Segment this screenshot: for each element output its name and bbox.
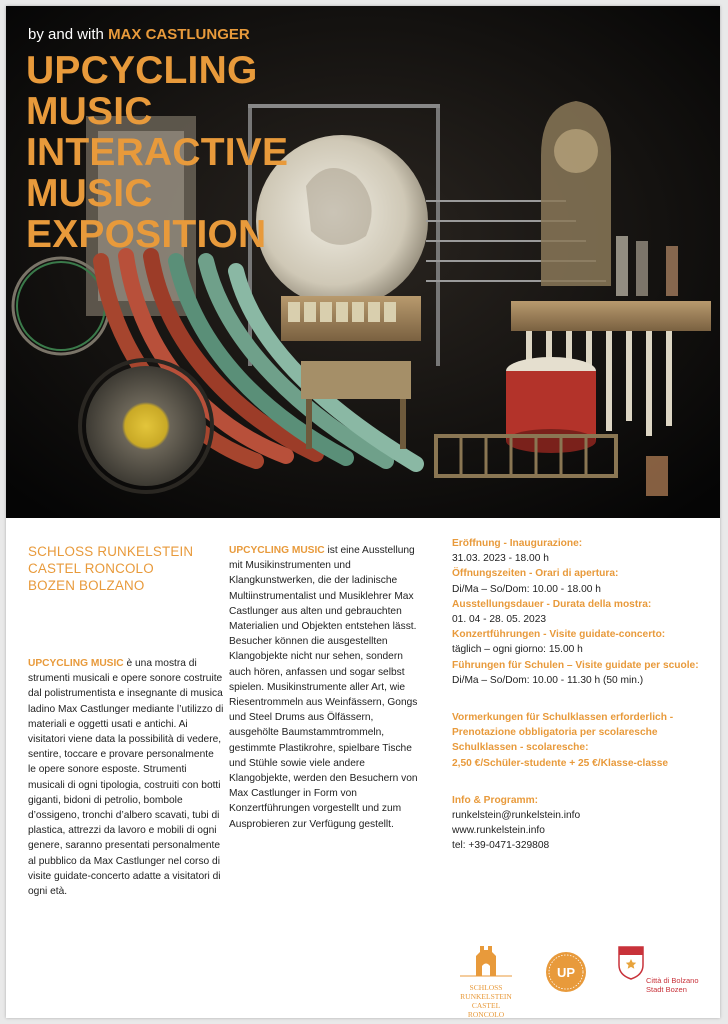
italian-body: è una mostra di strumenti musicali e opere sonore costruite dal polistrumentista e insegnante di musica ladino Max Castlunger mediante l’utilizzo di materiali e oggetti usati e antichi. Ai visitatori viene data la possibilità di vedere, sentire, toccare e provare personalmente le opere sonore esposte. Strumenti musicali di ogni tipologia, costruiti con botti giganti, bidoni di petrolio, bombole d’ossigeno, tronchi d’albero scavati, tubi di plastica, attrezzi da lavoro e mobili di ogni genere, saranno presentati personalmente al pubblico da Max Castlunger nel corso di visite guidate-concerto adatte a visitatori di ogni età. — [28, 658, 224, 898]
up-mark-text: UP — [556, 965, 576, 980]
booking-block — [452, 710, 712, 771]
german-description — [229, 543, 425, 832]
title-line: UPCYCLING — [26, 49, 258, 92]
schedule-value: täglich – ogni giorno: 15.00 h — [452, 644, 583, 656]
german-body: ist eine Ausstellung mit Musikinstrumenten und Klangkunstwerken, die der ladinische Multiinstrumentalist und Musiklehrer Max Castlunger aus alten und gebrauchten Materialien und Objekten entstehen lässt. Besucher können die ausgestellten Klangobjekte nicht nur sehen, sondern auch hören, anfassen und sogar selbst spielen. Musikinstrumente aller Art, wie Riesentrommeln aus Weinfässern, Gongs und Steel Drums aus Ölfässern, ausgehölte Baumstammtrommeln, gestimmte Plastikrohre, spielbare Tische und Stühle sowie viele andere Klangobjekte, werden den Besuchern von Max Castlunger in Form von Konzertführungen vorgestellt und zum Ausprobieren zur Verfügung gestellt. — [229, 545, 418, 830]
city-logo-text — [646, 976, 699, 994]
schedule-value: Di/Ma – So/Dom: 10.00 - 18.00 h — [452, 583, 601, 595]
contact-block — [452, 793, 712, 854]
schedule-heading: Konzertführungen - Visite guidate-concerto: — [452, 629, 666, 641]
booking-line: 2,50 €/Schüler-studente + 25 €/Klasse-classe — [452, 757, 669, 769]
italian-column — [28, 543, 224, 899]
contact-heading: Info & Programm: — [452, 794, 539, 806]
schedule-heading: Führungen für Schulen – Visite guidate per scuole: — [452, 659, 699, 671]
contact-website-link[interactable]: www.runkelstein.info — [452, 825, 545, 837]
castle-icon — [454, 942, 518, 978]
organizer-line: SCHLOSS RUNKELSTEIN — [28, 544, 194, 559]
castle-logo-line: SCHLOSS RUNKELSTEIN — [460, 983, 512, 1001]
schedule-value: 31.03. 2023 - 18.00 h — [452, 553, 549, 565]
title-line: INTERACTIVE — [26, 131, 289, 174]
upcycling-music-logo — [544, 950, 588, 994]
contact-email-link[interactable]: runkelstein@runkelstein.info — [452, 810, 581, 822]
organizer-line: BOZEN BOLZANO — [28, 578, 145, 593]
booking-line: Vormerkungen für Schulklassen erforderlich - — [452, 712, 674, 724]
info-column — [452, 536, 712, 854]
city-logo — [618, 946, 708, 1006]
booking-line: Schulklassen - scolaresche: — [452, 742, 589, 754]
schedule-heading: Eröffnung - Inaugurazione: — [452, 538, 583, 549]
exhibition-title — [26, 50, 288, 255]
up-circle-icon — [544, 950, 588, 994]
italian-description — [28, 656, 224, 899]
city-logo-line: Città di Bolzano — [646, 976, 699, 985]
contact-phone: tel: +39-0471-329808 — [452, 840, 550, 852]
german-column — [229, 543, 425, 832]
schedule-heading: Ausstellungsdauer - Durata della mostra: — [452, 598, 652, 610]
castle-logo-line: CASTEL RONCOLO — [467, 1001, 505, 1018]
byline-name: MAX CASTLUNGER — [108, 26, 250, 43]
schedule-value: Di/Ma – So/Dom: 10.00 - 11.30 h (50 min.) — [452, 674, 644, 686]
byline — [28, 26, 250, 43]
schedule-block — [452, 536, 712, 688]
german-highlight: UPCYCLING MUSIC — [229, 545, 325, 556]
city-crest-icon — [618, 946, 644, 980]
castle-logo — [454, 942, 518, 1018]
byline-prefix: by and with — [28, 26, 104, 43]
schedule-value: 01. 04 - 28. 05. 2023 — [452, 614, 547, 626]
poster — [6, 6, 720, 1018]
hero-photo — [6, 6, 720, 518]
title-line: MUSIC — [26, 172, 153, 215]
organizer-block — [28, 543, 224, 594]
booking-line: Prenotazione obbligatoria per scolaresche — [452, 727, 658, 739]
organizer-line: CASTEL RONCOLO — [28, 561, 154, 576]
title-line: EXPOSITION — [26, 213, 267, 256]
italian-highlight: UPCYCLING MUSIC — [28, 658, 124, 669]
castle-logo-text — [454, 983, 518, 1018]
title-line: MUSIC — [26, 90, 153, 133]
city-logo-line: Stadt Bozen — [646, 985, 687, 994]
schedule-heading: Öffnungszeiten - Orari di apertura: — [452, 568, 619, 580]
